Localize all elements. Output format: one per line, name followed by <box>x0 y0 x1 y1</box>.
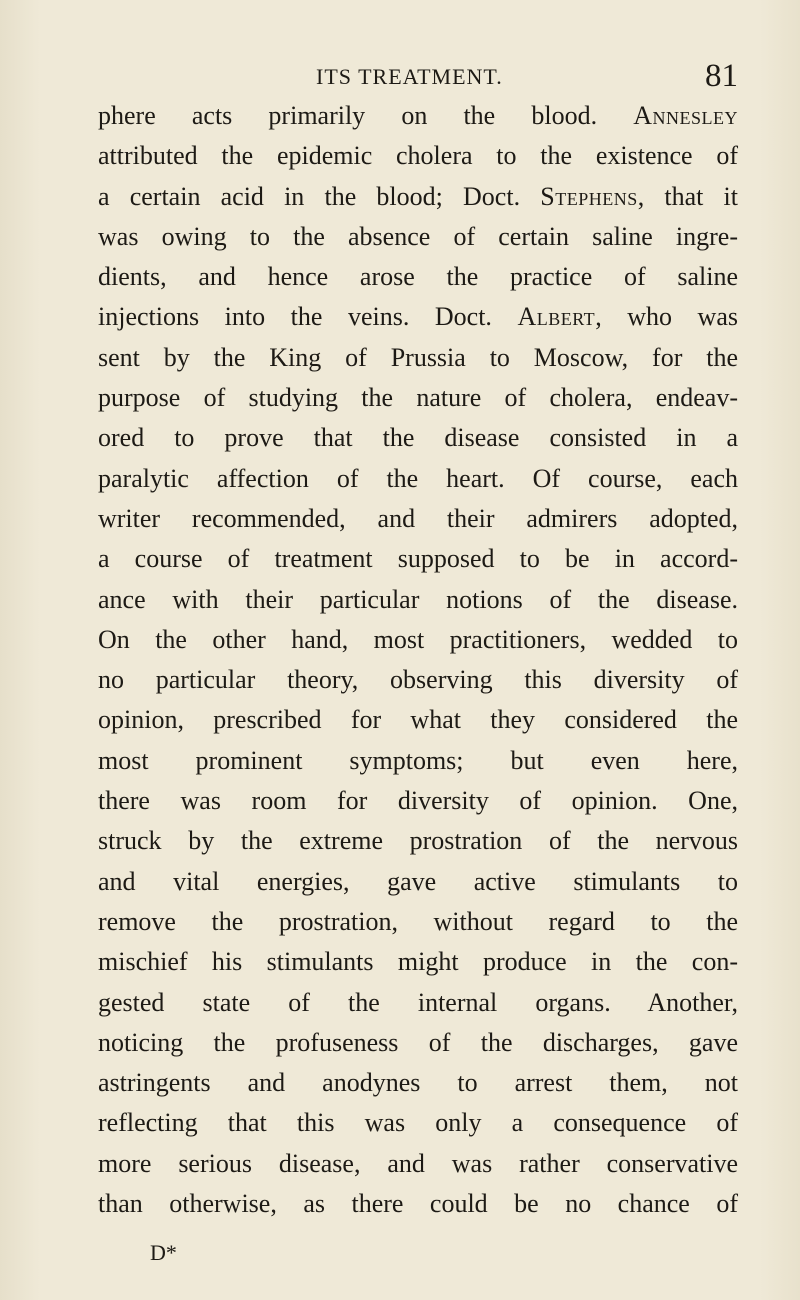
text-line: a course of treatment supposed to be in accord- <box>98 544 738 574</box>
text-line: a certain acid in the blood; Doct. Stephens, that it <box>98 181 738 211</box>
text-line: sent by the King of Prussia to Moscow, for the <box>98 342 738 372</box>
page-number: 81 <box>705 58 738 94</box>
text-line: dients, and hence arose the practice of saline <box>98 262 738 292</box>
text-line: writer recommended, and their admirers adopted, <box>98 503 738 533</box>
text-line: and vital energies, gave active stimulants to <box>98 866 738 896</box>
text-line: injections into the veins. Doct. Albert, who was <box>98 302 738 332</box>
text-line: reflecting that this was only a consequence of <box>98 1108 738 1138</box>
text-line: astringents and anodynes to arrest them, not <box>98 1068 738 1098</box>
text-line: opinion, prescribed for what they considered the <box>98 705 738 735</box>
text-line: than otherwise, as there could be no chance of <box>98 1189 738 1219</box>
page-header <box>98 60 738 100</box>
signature-mark: D* <box>150 1240 177 1265</box>
text-line: ored to prove that the disease consisted in a <box>98 423 738 453</box>
text-line: struck by the extreme prostration of the nervous <box>98 826 738 856</box>
text-line: ance with their particular notions of the disease. <box>98 584 738 614</box>
text-line: gested state of the internal organs. Another, <box>98 987 738 1017</box>
text-line: phere acts primarily on the blood. Annesley <box>98 101 738 130</box>
text-line: noticing the profuseness of the discharges, gave <box>98 1027 738 1057</box>
text-line: paralytic affection of the heart. Of course, each <box>98 463 738 493</box>
text-line: mischief his stimulants might produce in the con- <box>98 947 738 977</box>
text-line: was owing to the absence of certain saline ingre- <box>98 221 738 251</box>
body-text <box>98 96 738 1224</box>
text-line: attributed the epidemic cholera to the existence of <box>98 141 738 171</box>
running-head: ITS TREATMENT. <box>316 64 503 89</box>
text-line: more serious disease, and was rather conservative <box>98 1148 738 1178</box>
text-line: there was room for diversity of opinion. One, <box>98 786 738 816</box>
text-line: remove the prostration, without regard to the <box>98 906 738 936</box>
text-line: most prominent symptoms; but even here, <box>98 745 738 775</box>
text-line: On the other hand, most practitioners, wedded to <box>98 624 738 654</box>
text-line: purpose of studying the nature of cholera, endeav- <box>98 383 738 413</box>
text-line: no particular theory, observing this diversity of <box>98 665 738 695</box>
